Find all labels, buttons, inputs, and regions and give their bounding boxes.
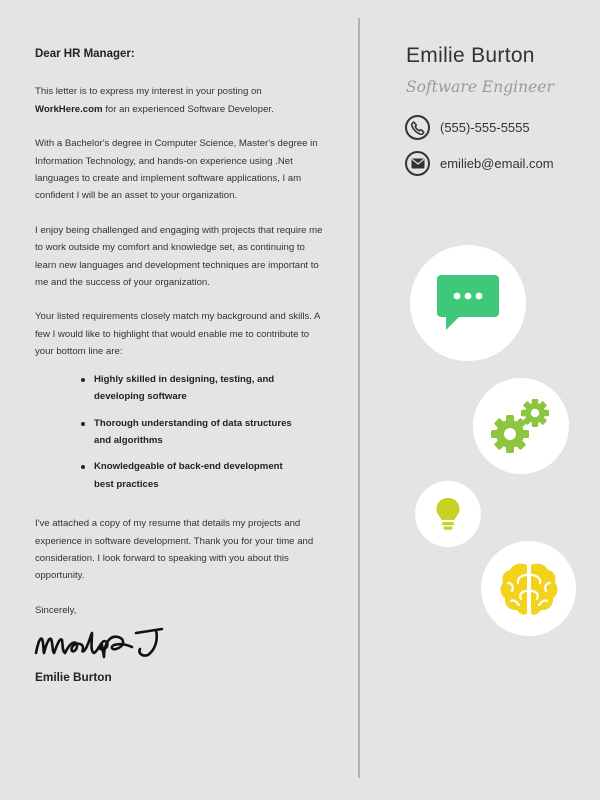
brain-icon <box>499 561 559 617</box>
phone-contact <box>405 115 530 140</box>
email-address: emilieb@email.com <box>440 156 554 171</box>
highlight-item: Thorough understanding of data structures and algorithms <box>81 415 294 450</box>
applicant-name: Emilie Burton <box>406 44 535 67</box>
envelope-icon <box>405 151 430 176</box>
applicant-title: Software Engineer <box>406 78 554 96</box>
letter-paragraph-education: With a Bachelor's degree in Computer Science, Master's degree in Information Technology, and hands-on experience using .Net languages to create and implement software applications, I am confident I will be an asset to your organization. <box>35 138 318 202</box>
letter-paragraph-intro <box>35 83 325 118</box>
letter-paragraph-motivation: I enjoy being challenged and engaging with projects that require me to work outside my comfort and knowledge set, as continuing to learn new languages and development techniques are important to me and the success of your organization. <box>35 224 323 289</box>
job-site-name: WorkHere.com <box>35 103 103 115</box>
gears-icon <box>488 396 554 456</box>
phone-number: (555)-555-5555 <box>440 120 530 135</box>
handwritten-signature <box>32 623 172 663</box>
email-contact <box>405 151 554 176</box>
intro-text-end: for an experienced Software Developer. <box>102 103 274 115</box>
chat-bubble-icon <box>436 274 500 332</box>
intro-text-start: This letter is to express my interest in your posting on <box>35 86 262 98</box>
engineering-badge <box>473 378 569 474</box>
highlight-item: Knowledgeable of back-end development best practices <box>81 458 294 493</box>
phone-icon <box>405 115 430 140</box>
highlight-item: Highly skilled in designing, testing, and developing software <box>81 371 294 406</box>
letter-paragraph-closing: I've attached a copy of my resume that details my projects and experience in software development. Thank you for your time and consideration. I look forward to speaking with you about this opportunity. <box>35 518 314 582</box>
letter-closing: Sincerely, <box>35 604 77 616</box>
column-divider <box>358 18 360 778</box>
letter-paragraph-requirements: Your listed requirements closely match my background and skills. A few I would like to highlight that would enable me to contribute to your bottom line are: <box>35 311 320 358</box>
idea-badge <box>415 481 481 547</box>
lightbulb-icon <box>435 497 461 531</box>
signer-name: Emilie Burton <box>35 670 112 685</box>
letter-greeting: Dear HR Manager: <box>35 48 135 60</box>
skills-highlight-list <box>35 371 325 493</box>
letter-body <box>35 46 325 687</box>
communication-badge <box>410 245 526 361</box>
knowledge-badge <box>481 541 576 636</box>
